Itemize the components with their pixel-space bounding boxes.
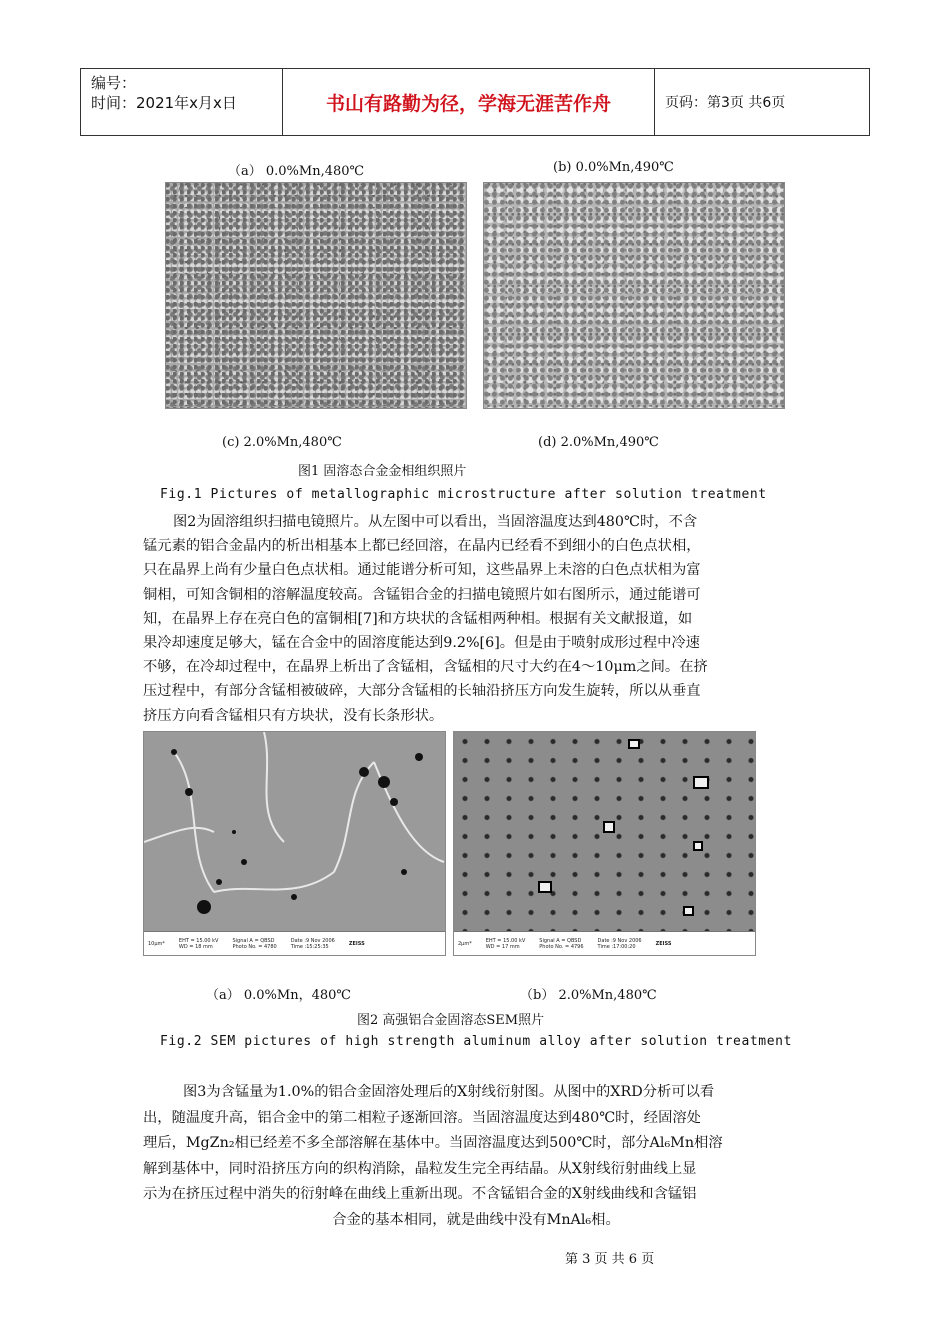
scale-label: 10μm*	[148, 940, 165, 947]
date-label: Date :9 Nov 2006	[597, 937, 642, 944]
motto: 书山有路勤为径，学海无涯苦作舟	[283, 69, 655, 135]
particles	[454, 732, 756, 932]
eht-label: EHT = 15.00 kV	[178, 937, 219, 944]
grain-boundaries	[144, 732, 446, 932]
p2-line: 图3为含锰量为1.0%的铝合金固溶处理后的X射线衍射图。从图中的XRD分析可以看	[183, 1084, 715, 1100]
p1-line: 图2为固溶组织扫描电镜照片。从左图中可以看出，当固溶温度达到480℃时，不含	[173, 514, 698, 530]
number-label: 编号：	[91, 74, 137, 92]
photo-label: Photo No. = 4780	[232, 943, 277, 950]
time-label: 时间：2021年x月x日	[91, 94, 237, 112]
fig1-title-en: Fig.1 Pictures of metallographic microstructure after solution treatment	[160, 487, 767, 502]
sem-info-bar-b	[454, 931, 755, 955]
fig1-title-cn: 图1 固溶态合金金相组织照片	[298, 464, 467, 479]
signal-label: Signal A = QBSD	[232, 937, 275, 944]
p2-line: 出，随温度升高，铝合金中的第二相粒子逐渐回溶。当固溶温度达到480℃时，经固溶处	[143, 1109, 701, 1126]
scale-label: 2μm*	[458, 940, 472, 947]
eht-label: EHT = 15.00 kV	[485, 937, 526, 944]
fig1-caption-c: (c) 2.0%Mn,480℃	[222, 435, 342, 450]
sem-image-a	[143, 731, 446, 956]
page-footer: 第 3 页 共 6 页	[565, 1252, 655, 1267]
p2-line: 合金的基本相同，就是曲线中没有MnAl₆相。	[332, 1211, 620, 1228]
wd-label: WD = 17 mm	[485, 943, 520, 950]
wd-label: WD = 18 mm	[178, 943, 213, 950]
page-label: 页码：第3页 共6页	[665, 95, 786, 111]
paragraph-2	[143, 1080, 809, 1233]
paragraph-1	[143, 510, 809, 728]
time-stamp: Time :15:25:35	[290, 943, 329, 950]
date-label: Date :9 Nov 2006	[290, 937, 335, 944]
header-left	[81, 69, 283, 135]
fig2-caption-b: （b） 2.0%Mn,480℃	[520, 988, 657, 1003]
zeiss-logo: ZEISS	[348, 940, 365, 947]
signal-label: Signal A = QBSD	[539, 937, 582, 944]
fig1-caption-d: (d) 2.0%Mn,490℃	[538, 435, 659, 450]
micrograph-a	[165, 182, 467, 409]
fig2-title-en: Fig.2 SEM pictures of high strength aluminum alloy after solution treatment	[160, 1034, 792, 1049]
sem-image-b	[453, 731, 756, 956]
fig2-title-cn: 图2 高强铝合金固溶态SEM照片	[357, 1013, 545, 1028]
p1-line: 只在晶界上尚有少量白色点状相。通过能谱分析可知，这些晶界上未溶的白色点状相为富	[143, 562, 701, 579]
fig1-caption-a: （a） 0.0%Mn,480℃	[228, 164, 365, 179]
time-stamp: Time :17:00:20	[597, 943, 636, 950]
fig1-caption-b: (b) 0.0%Mn,490℃	[553, 160, 674, 175]
p1-line: 铜相，可知含铜相的溶解温度较高。含锰铝合金的扫描电镜照片如右图所示，通过能谱可	[143, 586, 701, 603]
p1-line: 挤压方向看含锰相只有方块状，没有长条形状。	[143, 707, 444, 724]
p1-line: 知，在晶界上存在亮白色的富铜相[7]和方块状的含锰相两种相。根据有关文献报道，如	[143, 610, 693, 627]
micrograph-b	[483, 182, 785, 409]
zeiss-logo: ZEISS	[655, 940, 672, 947]
sem-info-bar-a	[144, 931, 445, 955]
p2-line: 理后，MgZn₂相已经差不多全部溶解在基体中。当固溶温度达到500℃时，部分Al₆Mn相溶	[143, 1135, 723, 1151]
fig2-caption-a: （a） 0.0%Mn，480℃	[206, 988, 351, 1003]
p1-line: 果冷却速度足够大，锰在合金中的固溶度能达到9.2%[6]。但是由于喷射成形过程中冷速	[143, 635, 700, 652]
p2-line: 示为在挤压过程中消失的衍射峰在曲线上重新出现。不含锰铝合金的X射线曲线和含锰铝	[143, 1186, 697, 1202]
p1-line: 压过程中，有部分含锰相被破碎，大部分含锰相的长轴沿挤压方向发生旋转，所以从垂直	[143, 683, 701, 700]
p2-line: 解到基体中，同时沿挤压方向的织构消除，晶粒发生完全再结晶。从X射线衍射曲线上显	[143, 1160, 697, 1177]
p1-line: 不够，在冷却过程中，在晶界上析出了含锰相，含锰相的尺寸大约在4～10μm之间。在挤	[143, 659, 708, 676]
page-header	[80, 68, 870, 136]
photo-label: Photo No. = 4796	[539, 943, 584, 950]
p1-line: 锰元素的铝合金晶内的析出相基本上都已经回溶，在晶内已经看不到细小的白色点状相，	[143, 538, 701, 555]
